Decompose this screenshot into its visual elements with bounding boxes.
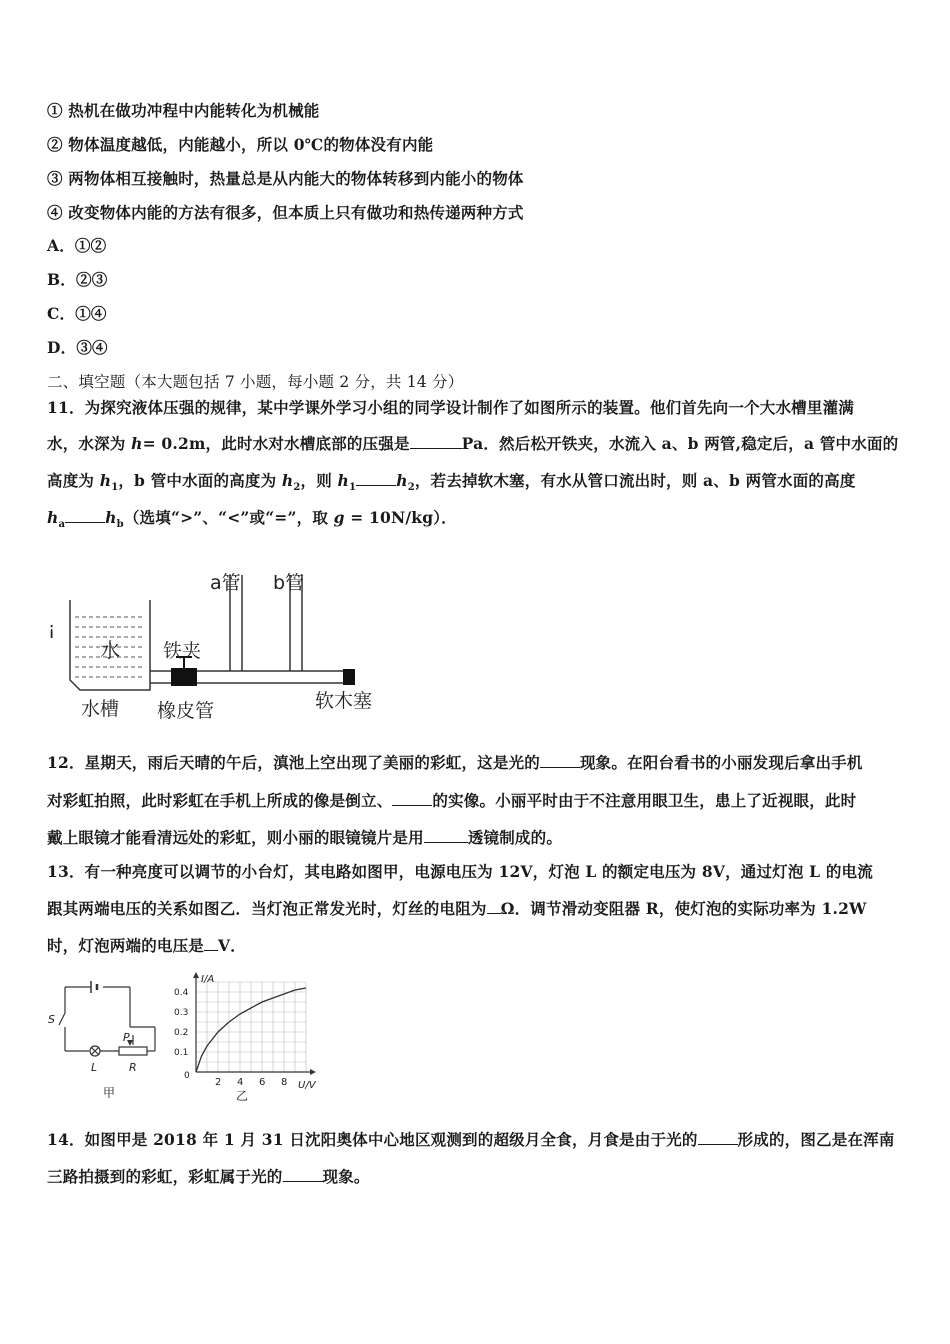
q12-blank-2[interactable] <box>392 791 432 806</box>
y-tick-label: 0.4 <box>174 988 189 998</box>
q14-line-1: 14．如图甲是 2018 年 1 月 31 日沈阳奥体中心地区观测到的超级月全食，月食是由于光的 形成的，图乙是在浑南 <box>47 1130 895 1149</box>
chart-grid <box>196 982 306 1072</box>
chart-axes <box>193 972 316 1075</box>
y-tick-label: 0.1 <box>174 1048 189 1058</box>
q12-line-2: 对彩虹拍照，此时彩虹在手机上所成的像是倒立、 的实像。小丽平时由于不注意用眼卫生，患上了近视眼，此时 <box>47 791 857 810</box>
q13-circuit-figure <box>45 975 165 1105</box>
q13-line-1: 13．有一种亮度可以调节的小台灯，其电路如图甲，电源电压为 12V，灯泡 L 的额定电压为 8V，通过灯泡 L 的电流 <box>47 862 873 881</box>
x-tick-label: 6 <box>259 1077 266 1088</box>
label-s: S <box>48 1013 55 1026</box>
q12-line-1: 12．星期天，雨后天晴的午后，滇池上空出现了美丽的彩虹，这是光的 现象。在阳台看书的小丽发现后拿出手机 <box>47 753 863 772</box>
q12-blank-1[interactable] <box>540 753 580 768</box>
x-tick-label: 8 <box>281 1077 288 1088</box>
q12-blank-3[interactable] <box>424 828 468 843</box>
option-d: D．③④ <box>47 338 108 357</box>
option-b: B．②③ <box>47 270 108 289</box>
q11-blank-hahb[interactable] <box>65 508 105 523</box>
statement-1: ① 热机在做功冲程中内能转化为机械能 <box>47 101 320 120</box>
label-a-tube: a管 <box>210 572 241 594</box>
label-tank: 水槽 <box>81 698 120 720</box>
caption-yi: 乙 <box>236 1089 249 1103</box>
y-tick-label: 0.3 <box>174 1008 189 1018</box>
label-r: R <box>129 1061 137 1074</box>
label-rubber-tube: 橡皮管 <box>157 700 215 722</box>
left-edge-mark: ¡ <box>48 619 56 640</box>
origin-label: 0 <box>184 1071 190 1081</box>
q11-blank-h1h2[interactable] <box>356 471 396 486</box>
x-axis-label: U/V <box>298 1080 316 1091</box>
q11-line-4: $h_a$ $h_b$（选填“>”、“<”或“=”，取 g = 10N/kg）． <box>47 508 457 531</box>
q13-line-3: 时，灯泡两端的电压是 V． <box>47 936 246 955</box>
label-clip: 铁夹 <box>163 640 202 662</box>
label-cork: 软木塞 <box>315 690 373 712</box>
q13-blank-resistance[interactable] <box>487 899 501 914</box>
statement-3: ③ 两物体相互接触时，热量总是从内能大的物体转移到内能小的物体 <box>47 169 524 188</box>
q11-line-3: 高度为 $h_1$，b 管中水面的高度为 $h_2$，则 $h_1$ $h_2$，若去掉软木塞，有水从管口流出时，则 a、b 两管水面的高度 <box>47 471 856 494</box>
q13-blank-voltage[interactable] <box>204 936 218 951</box>
caption-jia: 甲 <box>103 1086 116 1100</box>
q13-iu-chart <box>170 970 330 1105</box>
section-title: 二、填空题（本大题包括 7 小题，每小题 2 分，共 14 分） <box>47 373 464 391</box>
option-c: C．①④ <box>47 304 107 323</box>
y-tick-label: 0.2 <box>174 1028 189 1038</box>
label-b-tube: b管 <box>273 572 305 594</box>
q14-line-2: 三路拍摄到的彩虹，彩虹属于光的 现象。 <box>47 1167 370 1186</box>
label-p: P <box>123 1031 130 1044</box>
x-tick-label: 2 <box>215 1077 222 1088</box>
statement-2: ② 物体温度越低，内能越小，所以 0℃的物体没有内能 <box>47 135 434 154</box>
y-axis-label: I/A <box>201 974 215 985</box>
q11-line-1: 11．为探究液体压强的规律，某中学课外学习小组的同学设计制作了如图所示的装置。他们首先向一个大水槽里灌满 <box>47 398 854 417</box>
statement-4: ④ 改变物体内能的方法有很多，但本质上只有做功和热传递两种方式 <box>47 203 524 222</box>
q14-blank-2[interactable] <box>283 1167 323 1182</box>
q14-blank-1[interactable] <box>698 1130 738 1145</box>
q11-blank-pressure[interactable] <box>410 434 462 449</box>
option-a: A．①② <box>47 236 107 255</box>
label-l: L <box>91 1061 98 1074</box>
q11-line-2: 水，水深为 h= 0.2m，此时水对水槽底部的压强是 Pa．然后松开铁夹，水流入 a、b 两管,稳定后，a 管中水面的 <box>47 434 899 453</box>
x-tick-label: 4 <box>237 1077 244 1088</box>
label-water: 水 <box>100 638 120 662</box>
q11-apparatus-figure <box>45 565 405 725</box>
q12-line-3: 戴上眼镜才能看清远处的彩虹，则小丽的眼镜镜片是用 透镜制成的。 <box>47 828 563 847</box>
q13-line-2: 跟其两端电压的关系如图乙．当灯泡正常发光时，灯丝的电阻为 Ω．调节滑动变阻器 R，使灯泡的实际功率为 1.2W <box>47 899 867 918</box>
